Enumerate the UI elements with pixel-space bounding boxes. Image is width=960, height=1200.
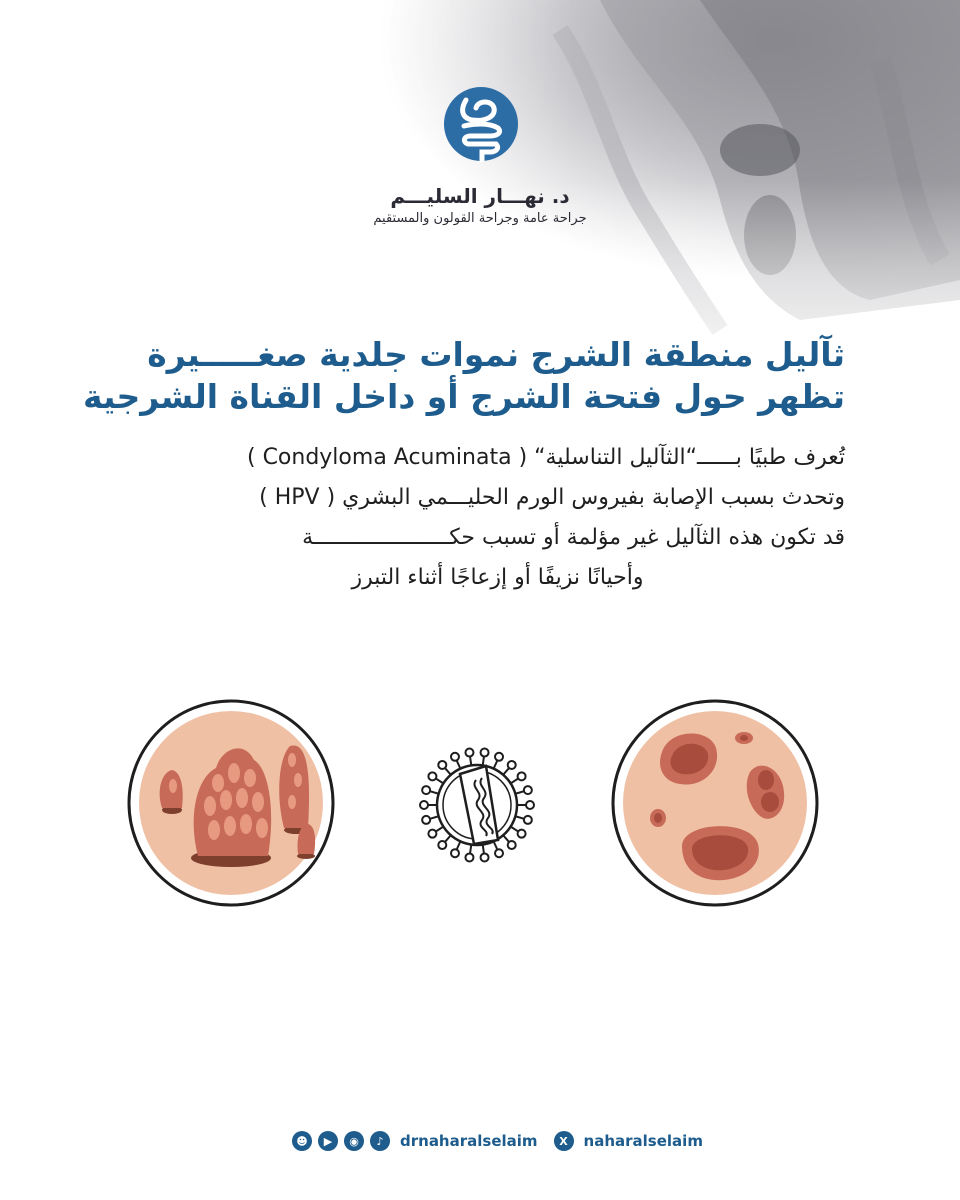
skin-lesion-illustration <box>610 698 820 908</box>
headline-line-1: ثآليل منطقة الشرج نموات جلدية صغـــــيرة <box>147 335 845 374</box>
youtube-icon[interactable]: ▶ <box>318 1131 338 1151</box>
doctor-specialty: جراحة عامة وجراحة القولون والمستقيم <box>373 211 587 226</box>
headline <box>82 334 845 418</box>
snapchat-icon[interactable]: ☻ <box>292 1131 312 1151</box>
headline-line-2: تظهر حول فتحة الشرج أو داخل القناة الشرجية <box>82 377 845 416</box>
body-line-4: وأحيانًا نزيفًا أو إزعاجًا أثناء التبرز <box>351 565 644 590</box>
body-text <box>110 438 845 598</box>
social-footer <box>292 1128 713 1154</box>
x-icon[interactable]: X <box>554 1131 574 1151</box>
tiktok-icon[interactable]: ♪ <box>370 1131 390 1151</box>
body-line-2: وتحدث بسبب الإصابة بفيروس الورم الحليـــمي البشري ( HPV ) <box>259 485 845 510</box>
body-line-1: تُعرف طبيًا بــــــ“الثآليل التناسلية“ ( Condyloma Acuminata ) <box>246 445 845 470</box>
hpv-virus-icon <box>416 744 538 866</box>
instagram-icon[interactable]: ◉ <box>344 1131 364 1151</box>
body-line-3: قد تكون هذه الثآليل غير مؤلمة أو تسبب حكـــــــــــــــــــــة <box>302 525 845 550</box>
clinic-logo <box>442 80 520 168</box>
handle-primary[interactable]: drnaharalselaim <box>400 1132 538 1150</box>
handle-x[interactable]: naharalselaim <box>583 1132 703 1150</box>
doctor-name: د. نهـــار السليـــم <box>390 184 570 208</box>
warts-illustration <box>126 698 336 908</box>
